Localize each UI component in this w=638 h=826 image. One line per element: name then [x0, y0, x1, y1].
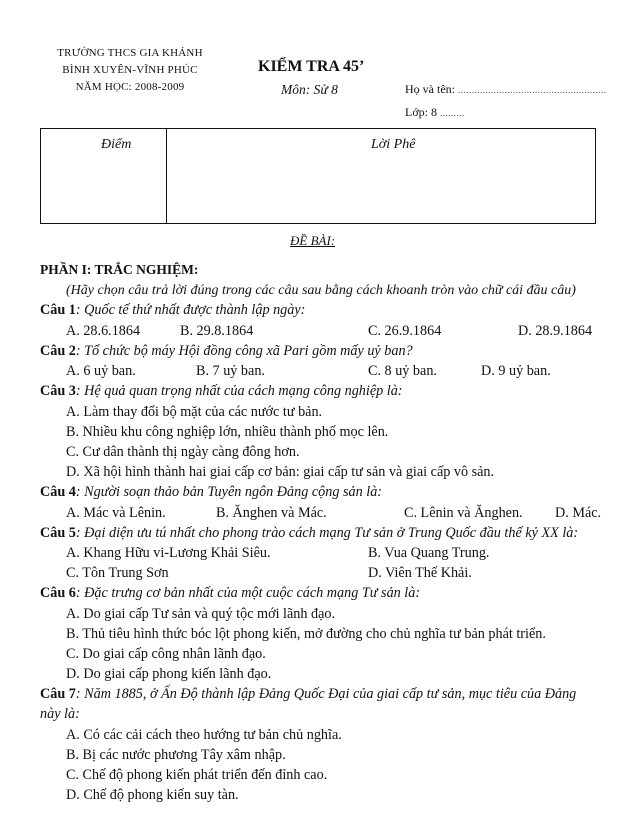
question-text: : Đặc trưng cơ bản nhất của một cuộc cách mạng Tư sản là: [75, 585, 421, 601]
school-name: TRƯỜNG THCS GIA KHÁNH [57, 47, 203, 59]
question-number: Câu 3 [40, 383, 76, 399]
question-7-cont: này là: [40, 706, 80, 722]
q4-option-b: B. Ănghen và Mác. [216, 505, 327, 521]
q6-option-a: A. Do giai cấp Tư sản và quý tộc mới lãnh đạo. [66, 606, 336, 622]
question-number: Câu 1 [40, 302, 76, 318]
q1-option-d: D. 28.9.1864 [518, 323, 593, 339]
q1-option-b: B. 29.8.1864 [180, 323, 254, 339]
question-number: Câu 4 [40, 484, 76, 500]
comment-label: Lời Phê [371, 137, 416, 152]
school-location: BÌNH XUYÊN-VĨNH PHÚC [62, 64, 198, 76]
question-text: : Quốc tế thứ nhất được thành lập ngày: [75, 302, 306, 318]
class-dots: ......... [440, 108, 465, 118]
question-3 [40, 383, 403, 400]
score-comment-box [40, 128, 596, 224]
q4-option-c: C. Lênin và Ănghen. [404, 505, 523, 521]
q5-option-a: A. Khang Hữu vi-Lương Khải Siêu. [66, 545, 271, 561]
q5-option-d: D. Viên Thế Khải. [368, 565, 472, 581]
q7-option-c: C. Chế độ phong kiến phát triển đến đỉnh cao. [66, 767, 328, 783]
q4-option-a: A. Mác và Lênin. [66, 505, 166, 521]
exam-title: KIỂM TRA 45’ [258, 58, 365, 75]
q7-option-b: B. Bị các nước phương Tây xâm nhập. [66, 747, 286, 763]
question-4 [40, 484, 382, 501]
q3-option-c: C. Cư dân thành thị ngày càng đông hơn. [66, 444, 300, 460]
instruction: (Hãy chọn câu trả lời đúng trong các câu sau bằng cách khoanh tròn vào chữ cái đầu câu) [66, 283, 576, 298]
question-text: : Năm 1885, ở Ấn Độ thành lập Đảng Quốc Đại của giai cấp tư sản, mục tiêu của Đảng [75, 686, 577, 702]
q2-option-a: A. 6 uỷ ban. [66, 363, 136, 379]
question-text: : Tổ chức bộ máy Hội đồng công xã Pari gồm mấy uỷ ban? [75, 343, 413, 359]
question-number: Câu 2 [40, 343, 76, 359]
q7-option-d: D. Chế độ phong kiến suy tàn. [66, 787, 239, 803]
q2-option-c: C. 8 uỷ ban. [368, 363, 437, 379]
exam-subject: Môn: Sử 8 [281, 82, 338, 97]
score-label: Điểm [101, 137, 132, 152]
question-7 [40, 686, 576, 703]
q3-option-b: B. Nhiều khu công nghiệp lớn, nhiều thành phố mọc lên. [66, 424, 389, 440]
question-6 [40, 585, 420, 602]
name-label: Họ và tên: [405, 82, 455, 96]
question-1 [40, 302, 305, 319]
q6-option-d: D. Do giai cấp phong kiến lãnh đạo. [66, 666, 272, 682]
q1-option-a: A. 28.6.1864 [66, 323, 141, 339]
question-2 [40, 343, 413, 360]
question-number: Câu 7 [40, 686, 76, 702]
class-field[interactable] [405, 105, 465, 120]
question-number: Câu 5 [40, 525, 76, 541]
q1-option-c: C. 26.9.1864 [368, 323, 442, 339]
question-text: : Hệ quả quan trọng nhất của cách mạng công nghiệp là: [75, 383, 403, 399]
question-text: : Đại diện ưu tú nhất cho phong trào cách mạng Tư sản ở Trung Quốc đầu thế kỷ XX là: [75, 525, 579, 541]
q2-option-d: D. 9 uỷ ban. [481, 363, 551, 379]
school-year: NĂM HỌC: 2008-2009 [75, 81, 185, 93]
q4-option-d: D. Mác. [555, 505, 602, 521]
question-text: : Người soạn thảo bản Tuyên ngôn Đảng cộng sản là: [75, 484, 383, 500]
question-number: Câu 6 [40, 585, 76, 601]
question-5 [40, 525, 578, 542]
box-divider [166, 129, 167, 223]
q5-option-b: B. Vua Quang Trung. [368, 545, 490, 561]
q2-option-b: B. 7 uỷ ban. [196, 363, 265, 379]
q7-option-a: A. Có các cải cách theo hướng tư bản chủ nghĩa. [66, 727, 342, 743]
part1-heading: PHẦN I: TRẮC NGHIỆM: [40, 262, 199, 277]
q6-option-c: C. Do giai cấp công nhân lãnh đạo. [66, 646, 266, 662]
exam-heading: ĐỀ BÀI: [290, 233, 336, 248]
q3-option-a: A. Làm thay đổi bộ mặt của các nước tư bản. [66, 404, 323, 420]
q3-option-d: D. Xã hội hình thành hai giai cấp cơ bản: giai cấp tư sản và giai cấp vô sản. [66, 464, 495, 480]
class-label: Lớp: 8 [405, 105, 438, 119]
name-dots: ...................................................... [458, 85, 607, 95]
q6-option-b: B. Thủ tiêu hình thức bóc lột phong kiến, mở đường cho chủ nghĩa tư bản phát triển. [66, 626, 546, 642]
name-field[interactable] [405, 82, 607, 97]
q5-option-c: C. Tôn Trung Sơn [66, 565, 169, 581]
